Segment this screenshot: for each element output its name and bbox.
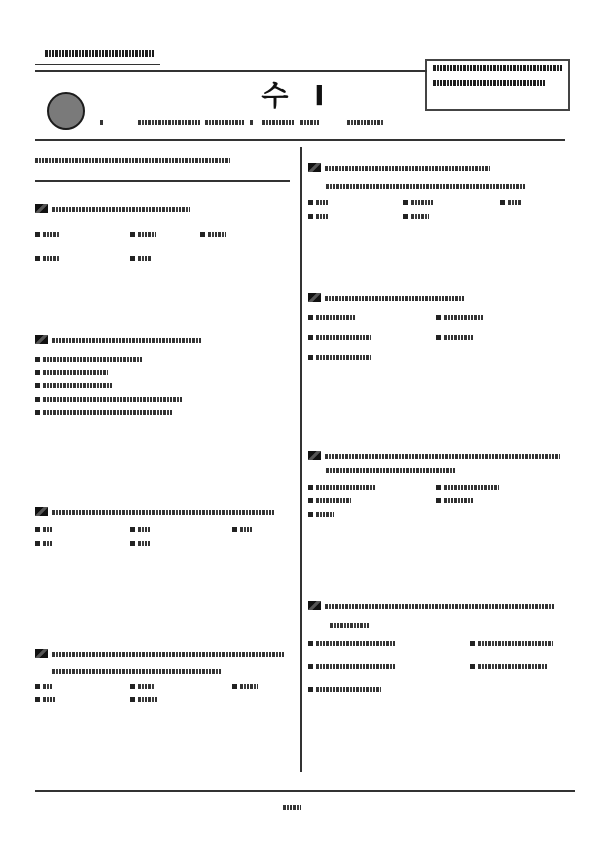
illegible-text	[138, 697, 158, 702]
illegible-text	[433, 65, 563, 71]
option-marker	[308, 335, 313, 340]
illegible-text	[508, 200, 522, 205]
illegible-text	[433, 80, 545, 86]
option-marker	[130, 256, 135, 261]
option-marker	[308, 315, 313, 320]
logo-circle	[47, 92, 85, 130]
option-marker	[130, 684, 135, 689]
option-marker	[308, 641, 313, 646]
illegible-text	[138, 232, 156, 237]
option-marker	[130, 527, 135, 532]
illegible-text	[326, 468, 456, 473]
illegible-text	[43, 684, 53, 689]
option-marker	[35, 541, 40, 546]
question-number	[35, 507, 48, 516]
illegible-text	[52, 669, 222, 674]
option-marker	[232, 527, 237, 532]
question-number	[308, 451, 321, 460]
question-number	[308, 293, 321, 302]
option-marker	[500, 200, 505, 205]
option-marker	[35, 527, 40, 532]
option-marker	[403, 200, 408, 205]
illegible-text	[325, 454, 560, 459]
illegible-text	[316, 498, 351, 503]
illegible-text	[316, 214, 328, 219]
illegible-text	[208, 232, 226, 237]
illegible-text	[240, 684, 258, 689]
option-marker	[470, 664, 475, 669]
illegible-text	[316, 664, 396, 669]
footer-rule	[35, 790, 575, 792]
option-marker	[35, 357, 40, 362]
illegible-text	[43, 527, 53, 532]
option-marker	[35, 383, 40, 388]
illegible-text	[347, 120, 383, 125]
option-marker	[436, 485, 441, 490]
illegible-text	[100, 120, 104, 125]
illegible-text	[444, 335, 474, 340]
column-divider	[300, 147, 302, 772]
illegible-text	[43, 357, 143, 362]
illegible-text	[52, 207, 190, 212]
option-marker	[35, 697, 40, 702]
illegible-text	[45, 50, 155, 57]
header-rule	[35, 70, 427, 72]
illegible-text	[43, 256, 59, 261]
illegible-text	[52, 338, 202, 343]
illegible-text	[262, 120, 294, 125]
option-marker	[232, 684, 237, 689]
illegible-text	[411, 214, 429, 219]
illegible-text	[316, 485, 376, 490]
option-marker	[436, 498, 441, 503]
illegible-text	[478, 641, 553, 646]
subject-title: 수 I	[261, 79, 333, 112]
option-marker	[308, 200, 313, 205]
illegible-text	[138, 120, 200, 125]
illegible-text	[138, 256, 152, 261]
option-marker	[308, 355, 313, 360]
question-number	[35, 649, 48, 658]
option-marker	[130, 232, 135, 237]
option-marker	[308, 664, 313, 669]
illegible-text	[52, 510, 274, 515]
illegible-text	[43, 697, 55, 702]
question-number	[308, 601, 321, 610]
option-marker	[308, 512, 313, 517]
illegible-text	[478, 664, 548, 669]
illegible-text	[52, 652, 284, 657]
question-number	[35, 335, 48, 344]
intro-rule	[35, 180, 290, 182]
option-marker	[436, 315, 441, 320]
illegible-text	[240, 527, 252, 532]
title-rule	[35, 139, 565, 141]
illegible-text	[43, 383, 113, 388]
illegible-text	[444, 498, 474, 503]
option-marker	[308, 687, 313, 692]
option-marker	[35, 232, 40, 237]
illegible-text	[316, 315, 356, 320]
illegible-text	[326, 184, 526, 189]
option-marker	[130, 697, 135, 702]
illegible-text	[300, 120, 320, 125]
option-marker	[200, 232, 205, 237]
option-marker	[35, 397, 40, 402]
option-marker	[35, 684, 40, 689]
illegible-text	[325, 296, 465, 301]
illegible-text	[316, 355, 371, 360]
option-marker	[436, 335, 441, 340]
illegible-text	[325, 604, 555, 609]
illegible-text	[316, 641, 396, 646]
illegible-text	[316, 687, 381, 692]
illegible-text	[43, 370, 108, 375]
option-marker	[403, 214, 408, 219]
question-number	[35, 204, 48, 213]
illegible-text	[43, 232, 59, 237]
illegible-text	[316, 200, 328, 205]
illegible-text	[138, 684, 154, 689]
illegible-text	[283, 805, 301, 810]
option-marker	[308, 485, 313, 490]
illegible-text	[316, 512, 334, 517]
option-marker	[130, 541, 135, 546]
option-marker	[35, 370, 40, 375]
illegible-text	[316, 335, 371, 340]
illegible-text	[205, 120, 245, 125]
illegible-text	[444, 315, 484, 320]
illegible-text	[444, 485, 499, 490]
illegible-text	[35, 158, 230, 163]
option-marker	[308, 498, 313, 503]
illegible-text	[325, 166, 490, 171]
illegible-text	[43, 397, 183, 402]
illegible-text	[138, 541, 150, 546]
illegible-text	[250, 120, 254, 125]
option-marker	[35, 410, 40, 415]
option-marker	[308, 214, 313, 219]
header-underline	[35, 64, 160, 65]
option-marker	[470, 641, 475, 646]
question-number	[308, 163, 321, 172]
illegible-text	[138, 527, 150, 532]
option-marker	[35, 256, 40, 261]
illegible-text	[330, 623, 370, 628]
illegible-text	[43, 541, 53, 546]
illegible-text	[43, 410, 173, 415]
illegible-text	[411, 200, 433, 205]
